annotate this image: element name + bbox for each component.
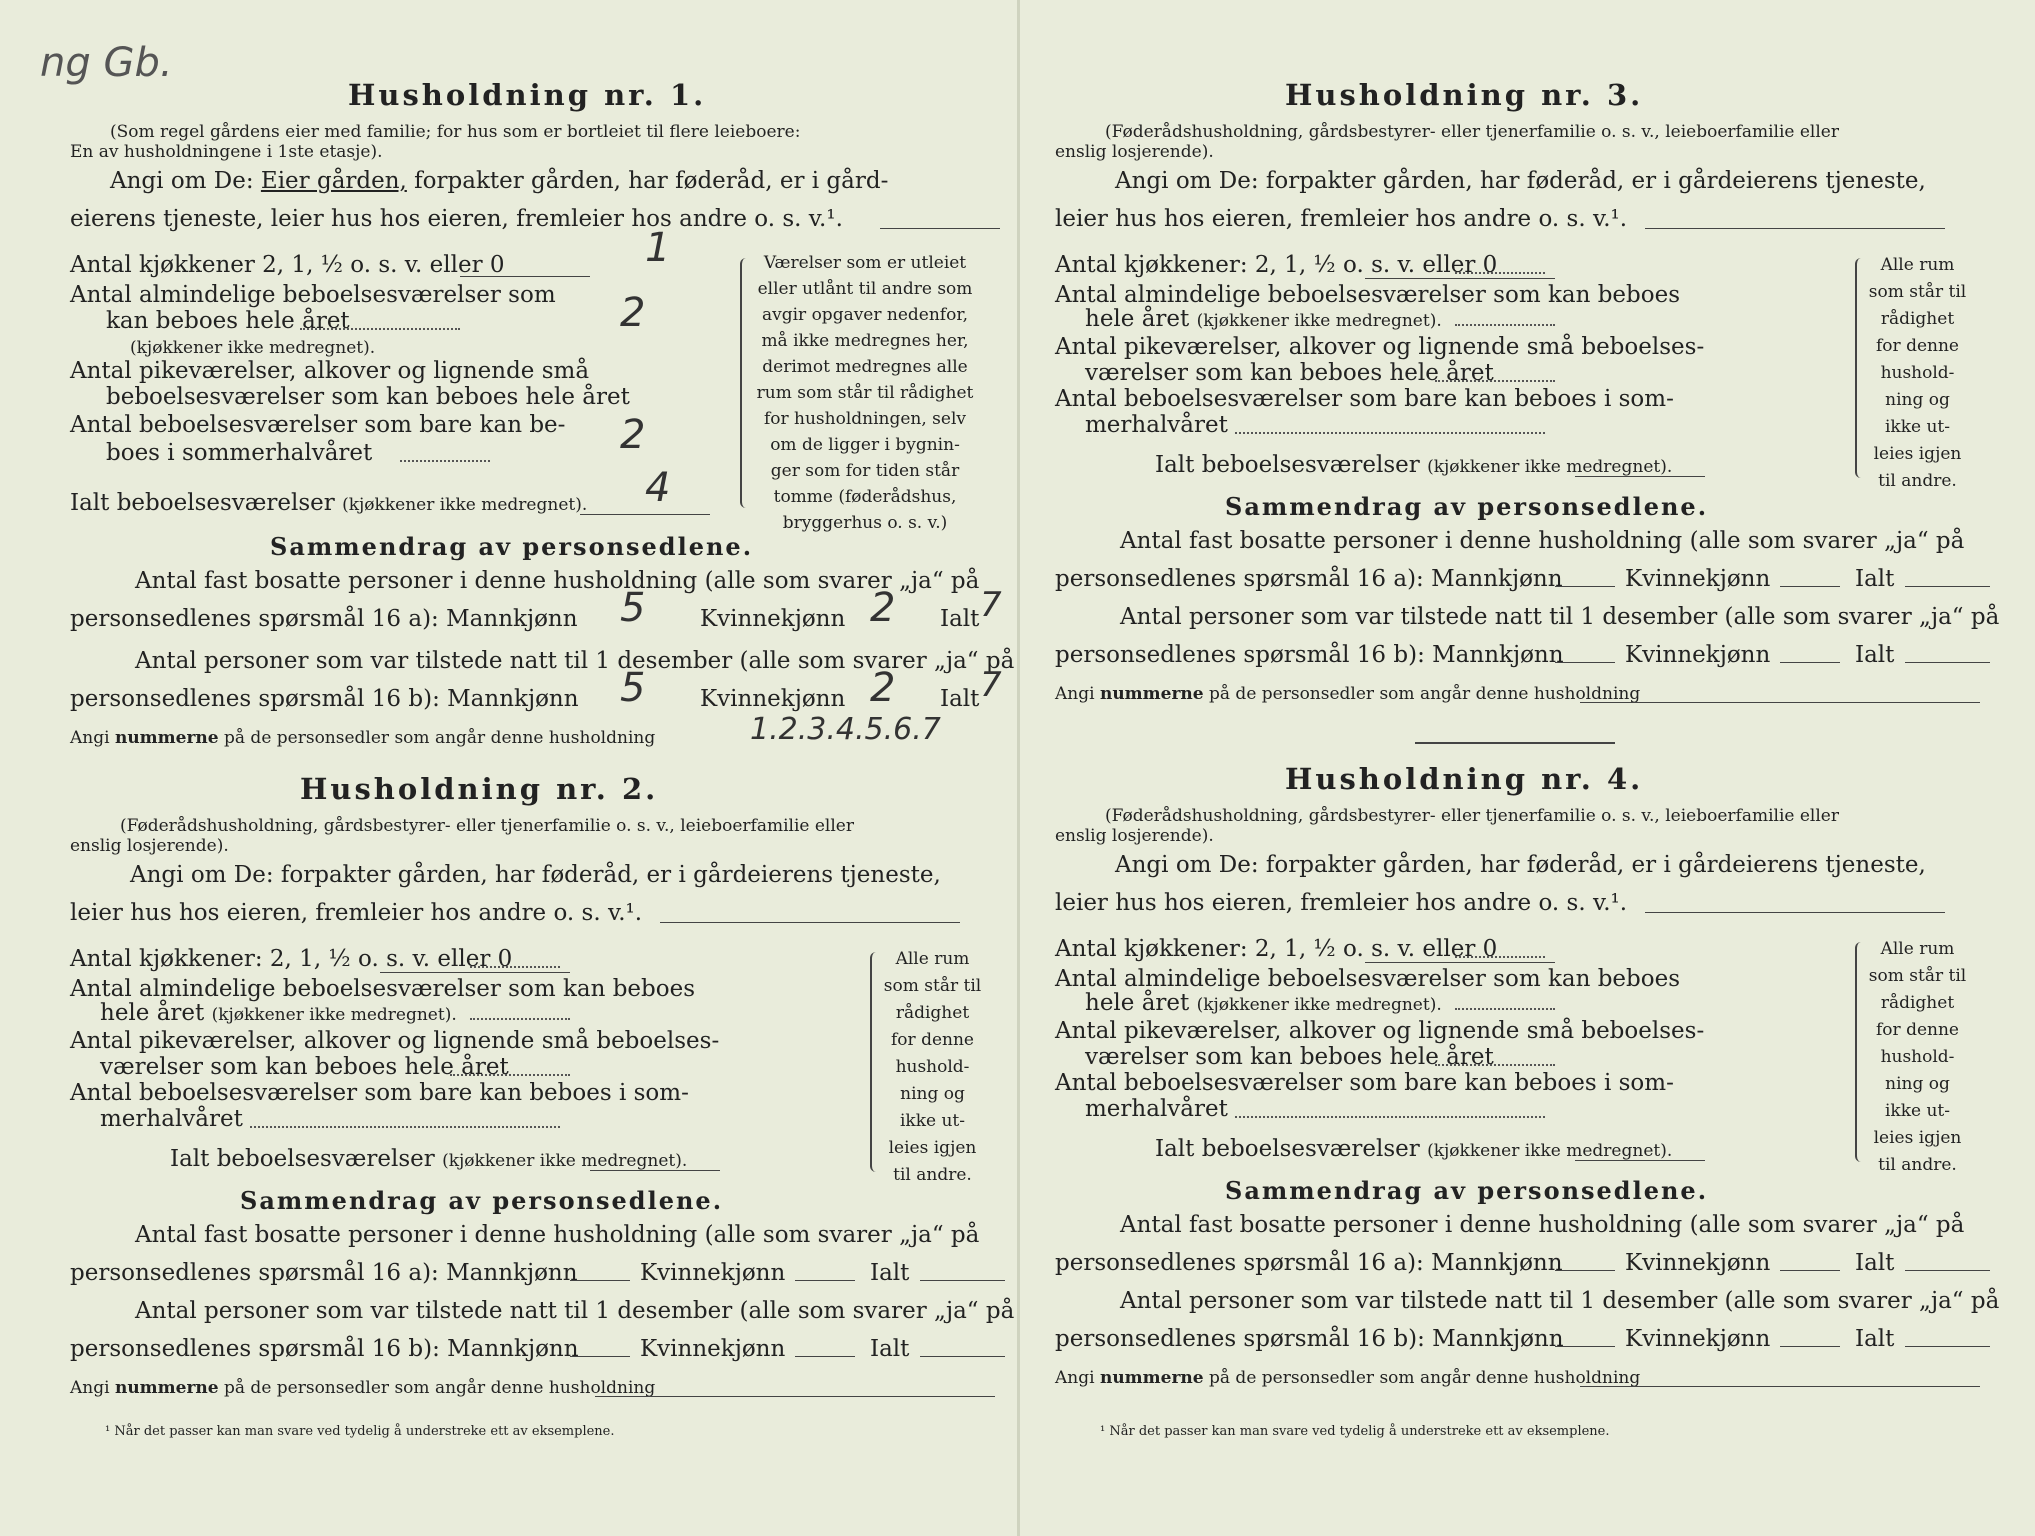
side-note-line: Alle rum [895,949,970,969]
summary-b-female-line [1780,1346,1840,1347]
summary-a-female-label: Kvinnekjønn [700,606,846,632]
summer-rooms-label-2: merhalvåret [1085,1096,1228,1122]
total-rooms-line [1575,1160,1705,1161]
maid-rooms-dots [450,1074,570,1076]
kitchens-line [380,972,570,973]
side-note-line: rådighet [1880,309,1955,329]
household-intro-1: (Føderådshusholdning, gårdsbestyrer- eller tjenerfamilie o. s. v., leieboerfamilie eller [1105,122,1839,142]
person-numbers-line [1580,1386,1980,1387]
side-note-line: Alle rum [1880,939,1955,959]
maid-rooms-label-1: Antal pikeværelser, alkover og lignende små beboelses- [1055,1018,1705,1044]
total-rooms [70,490,587,516]
side-note-line: for denne [1876,336,1959,356]
side-note-line: leies igjen [888,1138,977,1158]
form-text: nummerne [114,1378,219,1398]
side-note-line: hushold- [895,1057,970,1077]
summary-b-male: 5 [620,665,646,711]
kitchens-dots [470,966,560,968]
summary-b-female-label: Kvinnekjønn [640,1336,786,1362]
summary-b-label-2: personsedlenes spørsmål 16 b): Mannkjønn [70,686,579,712]
rooms-dots [1455,1008,1555,1010]
side-note-line: ger som for tiden står [770,461,960,481]
form-text: på de personsedler som angår denne husholdning [1209,1368,1641,1388]
summary-a-male-line [1555,586,1615,587]
summary-b-male-line [1555,662,1615,663]
form-text: på de personsedler som angår denne husholdning [224,728,656,748]
total-rooms [1155,452,1672,478]
household-intro-2: enslig losjerende). [1055,826,1214,846]
summary-b-label-1: Antal personer som var tilstede natt til 1 desember (alle som svarer „ja“ på [1120,1288,2000,1314]
summary-a-female-line [1780,586,1840,587]
rooms-dots [300,328,460,330]
side-note-line: som står til [883,976,982,996]
summary-b-total-line [1905,1346,1990,1347]
summer-rooms-label-1: Antal beboelsesværelser som bare kan beboes i som- [70,1080,689,1106]
side-note-line: hushold- [1880,1047,1955,1067]
kitchens-label: Antal kjøkkener: 2, 1, ½ o. s. v. eller 0 [70,946,513,972]
household-angi-1: Angi om De: forpakter gården, har føderåd, er i gårdeierens tjeneste, [1115,168,1926,194]
total-rooms-line [590,1170,720,1171]
form-text: hele året [1085,990,1190,1016]
kitchens-label: Antal kjøkkener: 2, 1, ½ o. s. v. eller 0 [1055,252,1498,278]
summary-a-label-2: personsedlenes spørsmål 16 a): Mannkjønn [1055,1250,1563,1276]
summary-b-label-2: personsedlenes spørsmål 16 b): Mannkjønn [70,1336,579,1362]
household-angi-2: leier hus hos eieren, fremleier hos andre o. s. v.¹. [1055,206,1628,232]
side-note-line: til andre. [1878,1155,1957,1175]
summary-a-female-label: Kvinnekjønn [640,1260,786,1286]
maid-rooms-label-2: værelser som kan beboes hele året [1085,1044,1494,1070]
page-fold [1017,0,1020,1536]
form-text: Ialt beboelsesværelser [170,1146,435,1172]
summary-b-total: 7 [980,665,1002,705]
side-note-line: bryggerhus o. s. v.) [782,513,948,533]
total-rooms [1155,1136,1672,1162]
form-text: personsedlenes spørsmål 16 a): Mannkjønn [70,606,578,632]
total-rooms-line [1575,476,1705,477]
summer-rooms-label-1: Antal beboelsesværelser som bare kan beboes i som- [1055,1070,1674,1096]
person-numbers-line [1580,702,1980,703]
household-side-note [1865,252,1970,495]
person-numbers [1055,1368,1640,1389]
summary-a-label-1: Antal fast bosatte personer i denne husholdning (alle som svarer „ja“ på [1120,528,1965,554]
summer-rooms-label-1: Antal beboelsesværelser som bare kan be- [70,412,566,438]
household-intro-1: (Føderådshusholdning, gårdsbestyrer- eller tjenerfamilie o. s. v., leieboerfamilie eller [1105,806,1839,826]
rooms-label-1: Antal almindelige beboelsesværelser som [70,282,556,308]
household-angi-2: leier hus hos eieren, fremleier hos andre o. s. v.¹. [1055,890,1628,916]
summary-a-female-line [1780,1270,1840,1271]
side-note-line: Alle rum [1880,255,1955,275]
household-1-angi-2: eierens tjeneste, leier hus hos eieren, fremleier hos andre o. s. v.¹. [70,206,843,232]
summary-a-label-1: Antal fast bosatte personer i denne husholdning (alle som svarer „ja“ på [135,1222,980,1248]
angi-line [880,228,1000,229]
summary-b-female-label: Kvinnekjønn [700,686,846,712]
side-note-line: ning og [900,1084,965,1104]
side-note-line: avgir opgaver nedenfor, [761,305,968,325]
side-note-line: ikke ut- [1884,1101,1951,1121]
total-rooms-label: Ialt beboelsesværelser [70,490,335,516]
form-text: (kjøkkener ikke medregnet). [1196,995,1442,1015]
kitchens-value: 1 [645,225,671,271]
side-note-line: leies igjen [1873,444,1962,464]
side-note-line: leies igjen [1873,1128,1962,1148]
summary-a-total-label: Ialt [1855,566,1895,592]
form-text: Angi [70,728,110,748]
side-note-line: for husholdningen, selv [763,409,967,429]
form-text: Ialt beboelsesværelser [1155,452,1420,478]
form-text: (kjøkkener ikke medregnet). [211,1005,457,1025]
rooms-dots [470,1018,570,1020]
form-text: på de personsedler som angår denne husholdning [224,1378,656,1398]
summary-b-female-label: Kvinnekjønn [1625,1326,1771,1352]
form-text: Angi [70,1378,110,1398]
summary-b-male-line [1555,1346,1615,1347]
margin-note: ng Gb. [40,40,173,86]
rooms-label-1: Antal almindelige beboelsesværelser som kan beboes [1055,282,1681,308]
summer-dots [1235,1116,1545,1118]
summary-a-total-line [920,1280,1005,1281]
maid-rooms-label-2: værelser som kan beboes hele året [1085,360,1494,386]
summary-b-label-1: Antal personer som var tilstede natt til 1 desember (alle som svarer „ja“ på [1120,604,2000,630]
household-intro-2: enslig losjerende). [1055,142,1214,162]
household-1-summary-title: Sammendrag av personsedlene. [270,532,754,561]
total-rooms-note: (kjøkkener ikke medregnet). [342,495,588,515]
summary-b-label-2: personsedlenes spørsmål 16 b): Mannkjønn [1055,642,1564,668]
rooms-label-1: Antal almindelige beboelsesværelser som kan beboes [1055,966,1681,992]
angi-line [660,922,960,923]
kitchens-dots [1455,272,1545,274]
side-note-line: som står til [1868,282,1967,302]
summary-a-female: 2 [870,585,896,631]
maid-rooms-label-2: værelser som kan beboes hele året [100,1054,509,1080]
side-note-line: må ikke medregnes her, [761,331,969,351]
kitchens-line [1365,278,1555,279]
angi-line [1645,228,1945,229]
rooms-label-2: kan beboes hele året [106,308,350,334]
rooms-label-2 [100,1000,457,1026]
summary-a-female-label: Kvinnekjønn [1625,566,1771,592]
summer-rooms-label-2: boes i sommerhalvåret [106,440,373,466]
left-page [60,0,1015,1536]
kitchens-line [1365,962,1555,963]
footnote-left: ¹ Når det passer kan man svare ved tydelig å understreke ett av eksemplene. [105,1424,615,1439]
summer-dots [400,460,490,462]
summer-rooms-label-1: Antal beboelsesværelser som bare kan beboes i som- [1055,386,1674,412]
household-1-side-note [745,250,985,536]
form-text: på de personsedler som angår denne husholdning [1209,684,1641,704]
rooms-label-2 [1085,990,1442,1016]
kitchens-label: Antal kjøkkener: 2, 1, ½ o. s. v. eller 0 [1055,936,1498,962]
side-note-line: rum som står til rådighet [756,383,974,403]
total-rooms-value: 4 [645,465,671,511]
side-note-line: ikke ut- [1884,417,1951,437]
form-text: hele året [100,1000,205,1026]
separator [1415,742,1615,744]
side-note-line: Værelser som er utleiet [763,253,967,273]
household-1-title: Husholdning nr. 1. [348,78,707,112]
angi-rest: forpakter gården, har føderåd, er i gård- [414,168,889,194]
summer-dots [250,1126,560,1128]
form-text: (kjøkkener ikke medregnet). [1427,1141,1673,1161]
side-note-line: rådighet [1880,993,1955,1013]
summary-b-label-1: Antal personer som var tilstede natt til 1 desember (alle som svarer „ja“ på [135,648,1015,674]
summary-a-male-line [570,1280,630,1281]
total-rooms-line [580,514,710,515]
summary-b-total-label: Ialt [1855,642,1895,668]
rooms-note: (kjøkkener ikke medregnet). [130,338,376,358]
household-1-angi [110,168,888,194]
summary-a-female-label: Kvinnekjønn [1625,1250,1771,1276]
household-side-note [1865,936,1970,1179]
side-note-line: rådighet [895,1003,970,1023]
form-text: (kjøkkener ikke medregnet). [442,1151,688,1171]
maid-rooms-dots [1435,1064,1555,1066]
summary-b-female-line [795,1356,855,1357]
summary-b-female: 2 [870,665,896,711]
form-text: hele året [1085,306,1190,332]
summary-a-label-2: personsedlenes spørsmål 16 a): Mannkjønn [1055,566,1563,592]
right-page [1055,0,2005,1536]
summary-a-total: 7 [980,585,1002,625]
maid-rooms-label-2: beboelsesværelser som kan beboes hele året [106,384,630,410]
summary-a-total-label: Ialt [940,606,980,632]
person-numbers-value: 1.2.3.4.5.6.7 [750,712,941,747]
angi-underlined-answer: Eier gården, [260,168,407,194]
side-note-line: eller utlånt til andre som [757,279,973,299]
rooms-label-1: Antal almindelige beboelsesværelser som kan beboes [70,976,696,1002]
side-note-line: for denne [1876,1020,1959,1040]
summary-b-total-label: Ialt [870,1336,910,1362]
household-1-intro-1: (Som regel gårdens eier med familie; for hus som er bortleiet til flere leieboere: [110,122,801,142]
total-rooms [170,1146,687,1172]
footnote-right: ¹ Når det passer kan man svare ved tydelig å understreke ett av eksemplene. [1100,1424,1610,1439]
summary-a-total-label: Ialt [870,1260,910,1286]
kitchens-label: Antal kjøkkener 2, 1, ½ o. s. v. eller 0 [70,252,505,278]
summary-b-label-1: Antal personer som var tilstede natt til 1 desember (alle som svarer „ja“ på [135,1298,1015,1324]
side-note-line: derimot medregnes alle [762,357,968,377]
summary-title: Sammendrag av personsedlene. [240,1186,724,1215]
household-title: Husholdning nr. 3. [1285,78,1644,112]
side-note-line: hushold- [1880,363,1955,383]
summary-b-female-label: Kvinnekjønn [1625,642,1771,668]
angi-label: Angi om De: [110,168,254,194]
household-1-intro-2: En av husholdningene i 1ste etasje). [70,142,383,162]
side-note-line: om de ligger i bygnin- [770,435,960,455]
form-text: (kjøkkener ikke medregnet). [1196,311,1442,331]
summary-a-label-2 [70,606,578,632]
rooms-dots [1455,324,1555,326]
summary-b-total-label: Ialt [1855,1326,1895,1352]
summary-b-total-line [1905,662,1990,663]
rooms-label-2 [1085,306,1442,332]
household-intro-1: (Føderådshusholdning, gårdsbestyrer- eller tjenerfamilie o. s. v., leieboerfamilie eller [120,816,854,836]
side-note-line: ikke ut- [899,1111,966,1131]
side-note-line: som står til [1868,966,1967,986]
summary-a-male: 5 [620,585,646,631]
summary-a-total-line [1905,586,1990,587]
side-note-line: til andre. [893,1165,972,1185]
summer-rooms-label-2: merhalvåret [100,1106,243,1132]
side-note-line: ning og [1885,390,1950,410]
summary-a-total-label: Ialt [1855,1250,1895,1276]
rooms-value: 2 [620,290,646,336]
kitchens-line [460,276,590,277]
summer-rooms-value: 2 [620,412,646,458]
summary-a-male-line [1555,1270,1615,1271]
side-note-line: for denne [891,1030,974,1050]
person-numbers [1055,684,1640,705]
form-text: nummerne [1099,684,1204,704]
angi-line [1645,912,1945,913]
summary-a-label-2: personsedlenes spørsmål 16 a): Mannkjønn [70,1260,578,1286]
side-note-line: til andre. [1878,471,1957,491]
person-numbers [70,1378,655,1399]
summary-title: Sammendrag av personsedlene. [1225,1176,1709,1205]
side-note-line: tomme (føderådshus, [773,487,957,507]
person-numbers [70,728,655,749]
summary-title: Sammendrag av personsedlene. [1225,492,1709,521]
side-note-line: ning og [1885,1074,1950,1094]
summer-dots [1235,432,1545,434]
summary-b-total-line [920,1356,1005,1357]
form-text: Angi [1055,1368,1095,1388]
household-title: Husholdning nr. 4. [1285,762,1644,796]
summer-rooms-label-2: merhalvåret [1085,412,1228,438]
summary-b-female-line [1780,662,1840,663]
kitchens-dots [1455,956,1545,958]
summary-a-total-line [1905,1270,1990,1271]
household-side-note [880,946,985,1189]
summary-a-female-line [795,1280,855,1281]
maid-rooms-label-1: Antal pikeværelser, alkover og lignende små beboelses- [1055,334,1705,360]
household-angi-1: Angi om De: forpakter gården, har føderåd, er i gårdeierens tjeneste, [1115,852,1926,878]
maid-rooms-label-1: Antal pikeværelser, alkover og lignende små beboelses- [70,1028,720,1054]
form-text: nummerne [1099,1368,1204,1388]
person-numbers-line [595,1396,995,1397]
household-title: Husholdning nr. 2. [300,772,659,806]
summary-b-label-2: personsedlenes spørsmål 16 b): Mannkjønn [1055,1326,1564,1352]
summary-b-male-line [570,1356,630,1357]
form-text: Angi [1055,684,1095,704]
maid-rooms-dots [1435,380,1555,382]
summary-a-label-1: Antal fast bosatte personer i denne husholdning (alle som svarer „ja“ på [1120,1212,1965,1238]
form-text: nummerne [114,728,219,748]
household-angi-1: Angi om De: forpakter gården, har føderåd, er i gårdeierens tjeneste, [130,862,941,888]
summary-a-label-1: Antal fast bosatte personer i denne husholdning (alle som svarer „ja“ på [135,568,980,594]
maid-rooms-label-1: Antal pikeværelser, alkover og lignende små [70,358,590,384]
form-text: (kjøkkener ikke medregnet). [1427,457,1673,477]
summary-b-total-label: Ialt [940,686,980,712]
household-angi-2: leier hus hos eieren, fremleier hos andre o. s. v.¹. [70,900,643,926]
form-text: Ialt beboelsesværelser [1155,1136,1420,1162]
household-intro-2: enslig losjerende). [70,836,229,856]
